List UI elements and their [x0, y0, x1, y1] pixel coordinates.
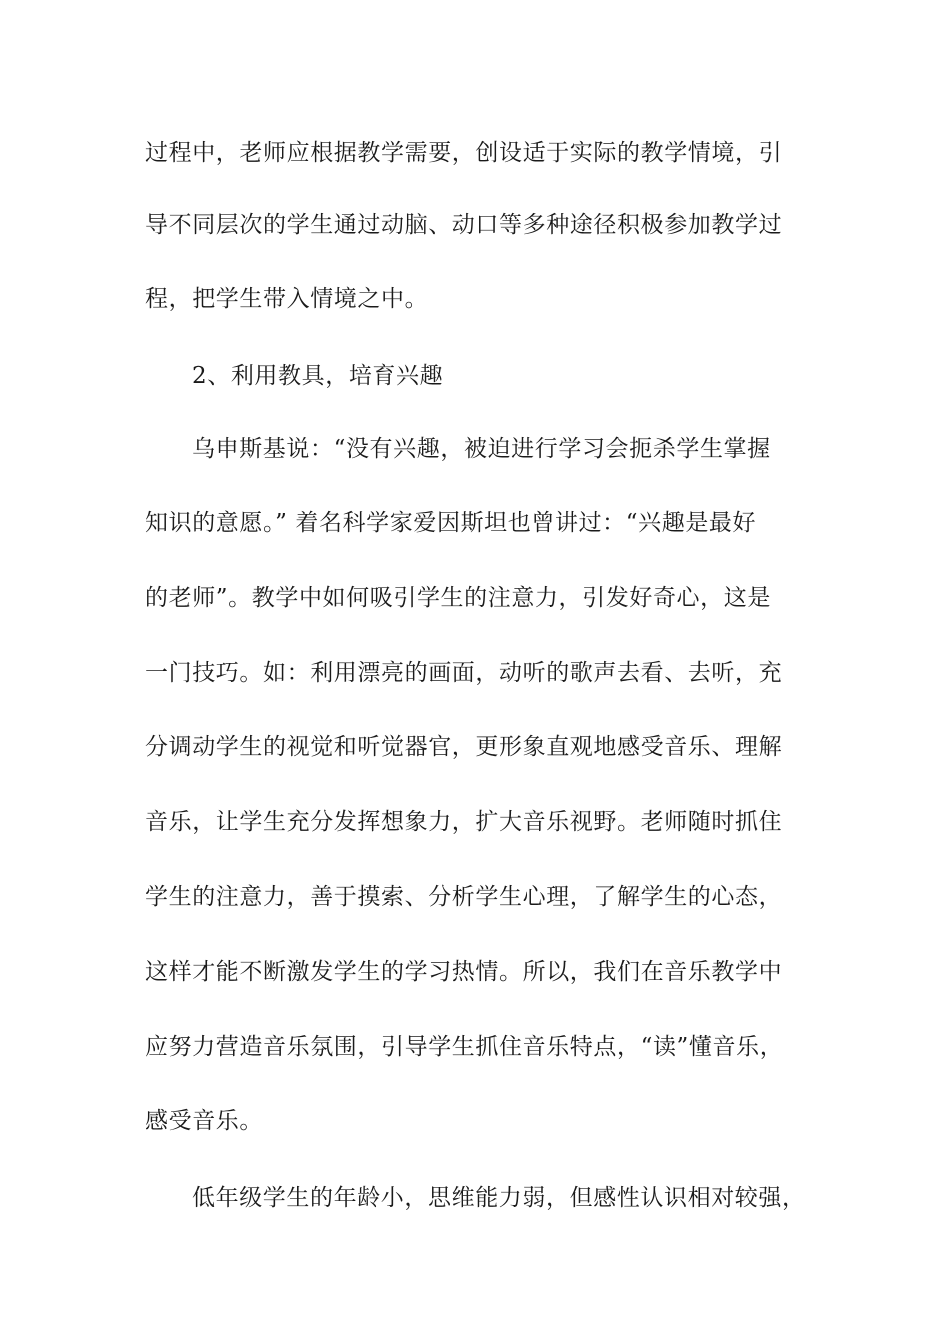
paragraph-line: 一门技巧。如：利用漂亮的画面，动听的歌声去看、去听，充	[145, 660, 783, 686]
paragraph-line: 知识的意愿。” 着名科学家爱因斯坦也曾讲过：“兴趣是最好	[145, 510, 757, 536]
paragraph-line: 低年级学生的年龄小，思维能力弱，但感性认识相对较强，	[192, 1185, 806, 1211]
paragraph-line: 感受音乐。	[145, 1108, 263, 1134]
paragraph-line: 过程中，老师应根据教学需要，创设适于实际的教学情境，引	[145, 140, 783, 166]
paragraph-line: 应努力营造音乐氛围，引导学生抓住音乐特点，“读”懂音乐，	[145, 1034, 784, 1060]
paragraph-line: 程，把学生带入情境之中。	[145, 286, 429, 312]
paragraph-line: 分调动学生的视觉和听觉器官，更形象直观地感受音乐、理解	[145, 734, 783, 760]
paragraph-line: 学生的注意力，善于摸索、分析学生心理，了解学生的心态，	[145, 884, 783, 910]
paragraph-line: 这样才能不断激发学生的学习热情。所以，我们在音乐教学中	[145, 959, 783, 985]
paragraph-line: 乌申斯基说：“没有兴趣，被迫进行学习会扼杀学生掌握	[192, 436, 771, 462]
section-heading: 2、利用教具，培育兴趣	[192, 363, 444, 389]
paragraph-line: 的老师”。教学中如何吸引学生的注意力，引发好奇心，这是	[145, 585, 771, 611]
paragraph-line: 导不同层次的学生通过动脑、动口等多种途径积极参加教学过	[145, 212, 783, 238]
paragraph-line: 音乐，让学生充分发挥想象力，扩大音乐视野。老师随时抓住	[145, 809, 783, 835]
